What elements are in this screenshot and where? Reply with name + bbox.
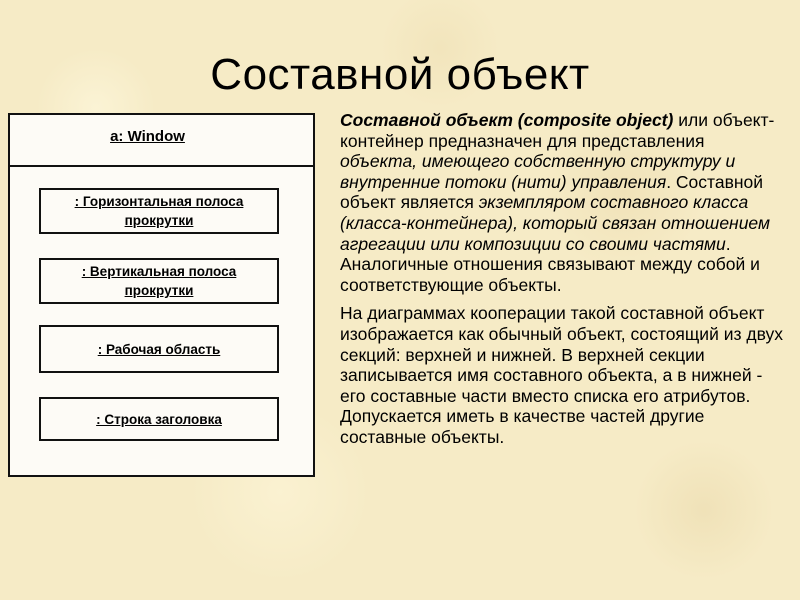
composite-object-term: Составной объект (composite object) xyxy=(340,110,674,130)
text-run: . Аналогичные отношения связывают между собой и соответствующие объекты. xyxy=(340,233,760,295)
diagram-header-section xyxy=(10,115,313,167)
part-label: : Рабочая область xyxy=(97,341,221,357)
part-label: : Строка заголовка xyxy=(96,411,222,427)
text-run: . Составной объект является xyxy=(340,171,764,213)
description-paragraph-1 xyxy=(340,110,785,295)
part-vertical-scrollbar xyxy=(39,258,279,304)
part-label: : Горизонтальная полоса прокрутки xyxy=(74,194,244,228)
text-run: или объект-контейнер предназначен для представления xyxy=(340,110,775,151)
emphasis-run: экземпляром составного класса (класса-контейнера), который связан отношением агрегации или композиции со своими частями xyxy=(340,192,770,254)
description-text xyxy=(340,110,785,456)
object-name: a: Window xyxy=(110,127,185,145)
description-paragraph-2: На диаграммах кооперации такой составной объект изображается как обычный объект, состоящий из двух секций: верхней и нижней. В верхней секции записывается имя составного объекта, а в нижней - его составные части вместо списка его атрибутов. Допускается иметь в качестве частей другие составные объекты. xyxy=(340,303,783,447)
part-work-area xyxy=(39,325,279,373)
part-label: : Вертикальная полоса прокрутки xyxy=(81,264,237,298)
emphasis-run: объекта, имеющего собственную структуру и внутренние потоки (нити) управления xyxy=(340,151,736,192)
slide-title: Составной объект xyxy=(210,50,590,99)
composite-object-diagram xyxy=(8,113,315,477)
part-horizontal-scrollbar xyxy=(39,188,279,234)
part-title-bar xyxy=(39,397,279,441)
